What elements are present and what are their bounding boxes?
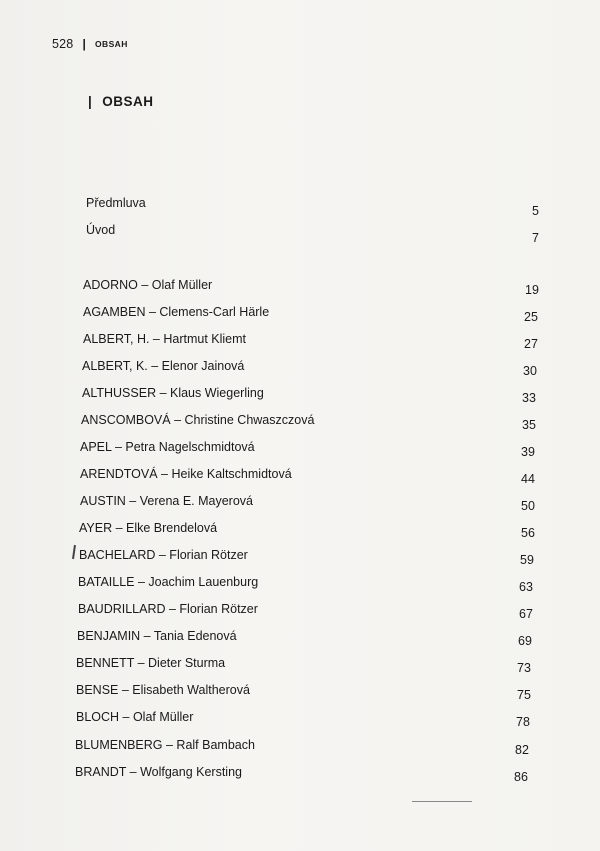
toc-entry-label: BLUMENBERG – Ralf Bambach [75,738,255,752]
toc-entry[interactable] [82,359,552,379]
toc-entry[interactable] [75,765,545,785]
toc-entry[interactable] [76,656,546,676]
toc-page-number: 7 [532,231,539,245]
toc-entry[interactable] [76,710,546,730]
toc-entry-page: 63 [519,580,533,594]
toc-entry[interactable] [75,738,545,758]
toc-entry-label: ALTHUSSER – Klaus Wiegerling [82,386,264,400]
toc-entry-page: 25 [524,310,538,324]
toc-page-number: 5 [532,204,539,218]
toc-entry-label: BAUDRILLARD – Florian Rötzer [78,602,258,616]
toc-entry-page: 67 [519,607,533,621]
toc-entry[interactable] [76,683,546,703]
toc-entry-page: 82 [515,743,529,757]
toc-entry[interactable] [81,413,551,433]
toc-entry-label: BACHELARD – Florian Rötzer [79,548,248,562]
section-marker: | [88,94,93,109]
toc-entry-label: AYER – Elke Brendelová [79,521,218,535]
toc-label: Úvod [86,223,116,237]
toc-entry[interactable] [77,629,547,649]
toc-entry[interactable] [78,602,548,622]
toc-entry-label: ALBERT, H. – Hartmut Kliemt [83,332,247,346]
running-head [52,37,128,51]
toc-entry-page: 30 [523,364,537,378]
toc-entry-label: BENNETT – Dieter Sturma [76,656,226,670]
page-number: 528 [52,37,74,51]
toc-entry-label: BENJAMIN – Tania Edenová [77,629,237,643]
toc-entry-label: ARENDTOVÁ – Heike Kaltschmidtová [80,467,292,481]
toc-entry[interactable] [79,548,549,568]
toc-entry[interactable] [80,467,550,487]
toc-front-row[interactable] [86,196,546,216]
toc-entry-page: 59 [520,553,534,567]
toc-entry-label: ALBERT, K. – Elenor Jainová [82,359,245,373]
toc-entry-label: ADORNO – Olaf Müller [83,278,213,292]
toc-entry-page: 73 [517,661,531,675]
toc-entry-label: APEL – Petra Nagelschmidtová [80,440,255,454]
section-title: OBSAH [102,94,154,109]
toc-entry-page: 35 [522,418,536,432]
toc-entry[interactable] [82,386,552,406]
toc-entry-label: BRANDT – Wolfgang Kersting [75,765,242,779]
toc-entry-page: 86 [514,770,528,784]
scan-artifact [412,801,472,802]
toc-entry[interactable] [79,521,549,541]
toc-entry-page: 69 [518,634,532,648]
toc-entry[interactable] [78,575,548,595]
toc-entry-label: BLOCH – Olaf Müller [76,710,194,724]
running-head-title: OBSAH [95,39,128,49]
toc-front-row[interactable] [86,223,546,243]
toc-entry-label: ANSCOMBOVÁ – Christine Chwaszczová [81,413,315,427]
toc-entry-page: 75 [517,688,531,702]
toc-entry-page: 44 [521,472,535,486]
toc-entry-label: AUSTIN – Verena E. Mayerová [80,494,253,508]
toc-entry-page: 19 [525,283,539,297]
toc-entry-page: 39 [521,445,535,459]
toc-entry[interactable] [80,440,550,460]
running-head-separator: | [82,37,87,51]
toc-label: Předmluva [86,196,146,210]
toc-entry[interactable] [83,332,553,352]
toc-entry-label: BENSE – Elisabeth Waltherová [76,683,250,697]
toc-entry-page: 78 [516,715,530,729]
section-heading [88,94,154,109]
toc-entry-page: 33 [522,391,536,405]
toc-entry[interactable] [80,494,550,514]
toc-entry-page: 56 [521,526,535,540]
toc-entry[interactable] [83,305,553,325]
toc-entry-label: AGAMBEN – Clemens-Carl Härle [83,305,270,319]
toc-entry-page: 27 [524,337,538,351]
scan-artifact [72,545,76,559]
toc-entry[interactable] [83,278,553,298]
toc-entry-page: 50 [521,499,535,513]
toc-entry-label: BATAILLE – Joachim Lauenburg [78,575,259,589]
